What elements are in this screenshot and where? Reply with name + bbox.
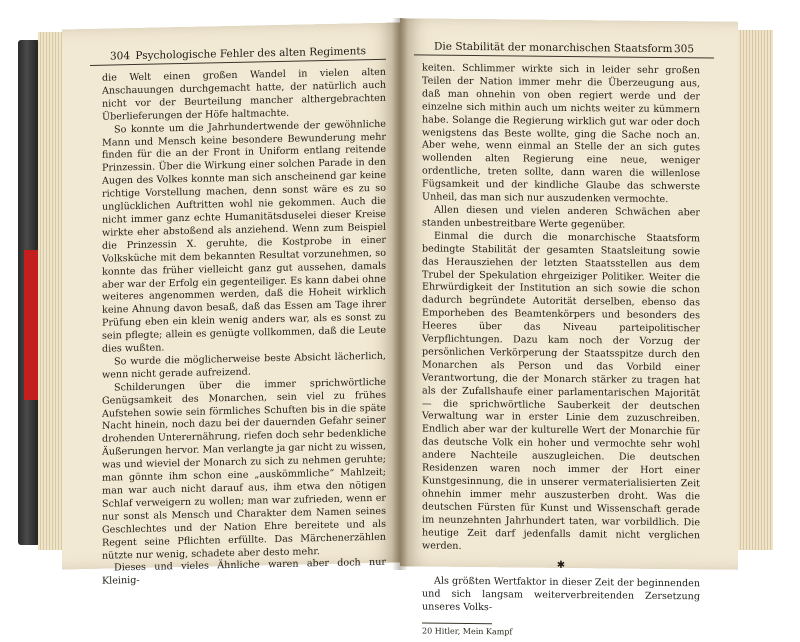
paragraph: keiten. Schlimmer wirkte sich in leider sehr großen Teilen der Nation immer mehr die Überzeugung aus, daß man ohnehin von oben regiert werde und der einzelne sich mithin auch um nichts weiter zu kümmern habe. Solange die Regierung wirklich gut war oder doch wenigstens das Beste wollte, ging die Sache noch an. Aber wehe, wenn einmal an Stelle der an sich gutes wollenden alten Regierung eine neue, weniger ordentliche, treten sollte, dann waren die willenlose Fügsamkeit und der kindliche Glaube das schwerste Unheil, das man sich nur auszudenken vermochte. bbox=[422, 62, 700, 206]
left-page-text bbox=[102, 67, 386, 589]
right-page-text bbox=[422, 62, 700, 641]
paragraph: So wurde die möglicherweise beste Absicht lächerlich, wenn nicht gerade aufreizend. bbox=[102, 350, 386, 381]
paragraph: Einmal die durch die monarchische Staatsform bedingte Stabilität der gesamten Staatsleitung sowie das Herausziehen der letzten Staatsstellen aus dem Trubel der Spekulation ehrgeiziger Politiker. Weiter die Ehrwürdigkeit der Institution an sich sowie die schon dadurch begründete Autorität derselben, ebenso das Emporheben des Beamtenkörpers und besonders des Heeres über das Niveau parteipolitischer Verpflichtungen. Dazu kam noch der Vorzug der persönlichen Verkörperung der Staatsspitze durch den Monarchen als Person und das Vorbild einer Verantwortung, die der Monarch stärker zu tragen hat als der Zufallshaufe einer parlamentarischen Majorität — die sprichwörtliche Sauberkeit der deutschen Verwaltung war in erster Linie dem zuzuschreiben. Endlich aber war der kulturelle Wert der Monarchie für das deutsche Volk ein hoher und vermochte sehr wohl andere Nachteile auszugleichen. Die deutschen Residenzen waren noch immer der Hort einer Kunstgesinnung, die in unserer vermaterialisierten Zeit ohnehin immer mehr auszusterben droht. Was die deutschen Fürsten für Kunst und Wissenschaft gerade im neunzehnten Jahrhundert taten, war vorbildlich. Die heutige Zeit darf jedenfalls damit nicht verglichen werden. bbox=[422, 230, 700, 552]
paragraph: Dieses und vieles Ähnliche waren aber doch nur Kleinig- bbox=[102, 557, 386, 588]
right-page bbox=[400, 18, 738, 637]
left-page-header bbox=[90, 45, 386, 66]
paragraph: So konnte um die Jahrhundertwende der gewöhnliche Mann und Mensch keine besondere Bewunderung mehr finden für die an der Front in Uniform entlang reitende Prinzessin. Über die Wirkung einer solchen Parade in den Augen des Volkes konnte man sich anscheinend gar keine richtige Vorstellung machen, denn sonst wäre es zu so unglücklichen Auftritten wohl nie gekommen. Auch die nicht immer ganz echte Humanitätsduselei dieser Kreise wirkte eher abstoßend als anziehend. Wenn zum Beispiel die Prinzessin X. geruhte, die Kostprobe in einer Volksküche mit dem bekannten Resultat vorzunehmen, so konnte das früher vielleicht ganz gut aussehen, damals aber war der Erfolg ein gegenteiliger. Es kann dabei ohne weiteres angenommen werden, daß die Hoheit wirklich keine Ahnung davon besaß, daß das Essen am Tage ihrer Prüfung eben ein klein wenig anders war, als es sonst zu sein pflegte; allein es genügte vollkommen, daß die Leute dies wußten. bbox=[102, 118, 386, 355]
left-running-head: Psychologische Fehler des alten Regiments bbox=[135, 45, 366, 63]
left-page-number: 304 bbox=[110, 50, 131, 63]
left-page bbox=[62, 22, 400, 588]
right-page-header bbox=[414, 40, 714, 58]
right-running-head: Die Stabilität der monarchischen Staatsform bbox=[434, 40, 673, 56]
paragraph: Als größten Wertfaktor in dieser Zeit der beginnenden und sich langsam weiterverbreitenden Zersetzung unseres Volks- bbox=[422, 575, 700, 614]
footnote-rule bbox=[422, 623, 492, 625]
book-gutter bbox=[392, 18, 408, 570]
paragraph: Allen diesen und vielen anderen Schwächen aber standen unbestreitbare Werte gegenüber. bbox=[422, 204, 700, 231]
right-page-number: 305 bbox=[673, 43, 694, 56]
footnote: 20 Hitler, Mein Kampf bbox=[422, 626, 513, 637]
right-page-edges bbox=[735, 30, 773, 550]
paragraph: Schilderungen über die immer sprichwörtliche Genügsamkeit des Monarchen, sein viel zu frühes Aufstehen sowie sein förmliches Schuften bis in die späte Nacht hinein, noch dazu bei der dauernden Gefahr seiner drohenden Unterernährung, riefen doch sehr bedenkliche Äußerungen hervor. Man verlangte ja gar nicht zu wissen, was und wieviel der Monarch zu sich zu nehmen geruhte; man gönnte ihm schon eine „auskömmliche“ Mahlzeit; man war auch nicht darauf aus, ihm etwa den nötigen Schlaf verweigern zu wollen; man war zufrieden, wenn er nur sonst als Mensch und Charakter dem Namen seines Geschlechtes und der Nation Ehre bereitete und als Regent seine Pflichten erfüllte. Das Märchenerzählen nützte nur wenig, schadete aber desto mehr. bbox=[102, 376, 386, 562]
paragraph: die Welt einen großen Wandel in vielen alten Anschauungen durchgemacht hatte, der natürlich auch nicht vor der Beurteilung mancher althergebrachten Überlieferungen der Höfe haltmachte. bbox=[102, 66, 386, 123]
section-separator: ✱ bbox=[556, 560, 566, 572]
